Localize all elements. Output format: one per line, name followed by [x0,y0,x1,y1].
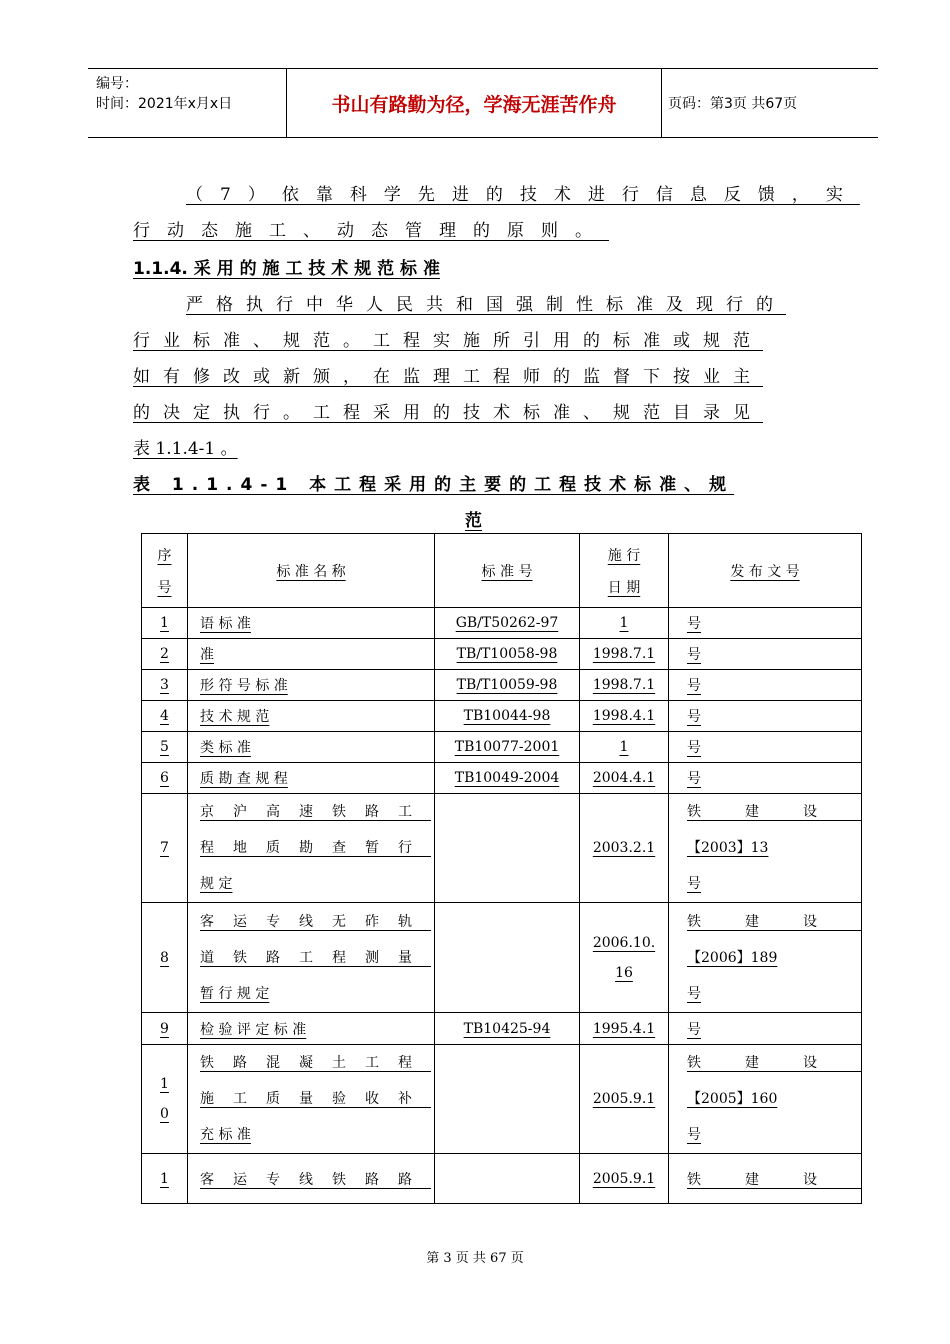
row-seq [142,1013,188,1045]
row-issuer-line: 号 [687,876,701,892]
row-code-text: TB10049-2004 [454,770,560,786]
row-code [435,1013,580,1045]
paragraph-line-1: 严格执行中华人民共和国强制性标准及现行的 [186,295,786,315]
para7-line1-text: （7）依靠科学先进的技术进行信息反馈，实 [186,185,860,205]
row-name-line: 暂 行 规 定 [200,985,270,1002]
row-issuer [669,608,862,639]
table-caption-line2: 范 [465,511,482,531]
row-seq [142,701,188,732]
page-header [88,68,878,138]
row-code [435,639,580,670]
time-label: 时间：2021年x月x日 [96,96,233,112]
row-issuer-text: 号 [687,1021,701,1038]
row-date [580,1045,669,1154]
row-date [580,639,669,670]
row-code [435,732,580,763]
row-date-line: 2006.10. [592,934,656,951]
row-seq-text: 9 [160,1020,169,1037]
row-code [435,903,580,1013]
row-seq [142,732,188,763]
row-name [188,763,435,794]
row-name [188,701,435,732]
row-name-text: 类 标 准 [200,740,251,756]
row-name-text: 准 [200,647,214,663]
row-code-text: TB10044-98 [463,708,551,724]
header-seq-top: 序 [157,547,172,564]
row-name-line: 充 标 准 [200,1127,251,1143]
row-seq [142,763,188,794]
row-date [580,701,669,732]
row-seq [142,608,188,639]
row-issuer-text: 号 [687,740,701,756]
row-name [188,1013,435,1045]
row-code [435,1154,580,1204]
row-seq-text: 2 [160,646,169,662]
row-issuer [669,732,862,763]
header-seq-bottom: 号 [157,579,172,596]
table-row [142,1154,862,1204]
row-date [580,903,669,1013]
row-issuer-line: 【2005】160 [687,1091,778,1107]
row-name [188,1154,435,1204]
header-issuer [669,534,862,608]
table-row [142,794,862,903]
para7-line2: 行动态施工、动态管理的原则。 [133,221,609,241]
header-seq [142,534,188,608]
row-code [435,608,580,639]
row-date-text: 2004.4.1 [592,770,656,786]
table-caption-line1: 表 1.1.4-1 本工程采用的主要的工程技术标准、规 [133,475,735,495]
table-row [142,639,862,670]
header-code-text: 标 准 号 [481,563,533,580]
row-code [435,670,580,701]
table-row [142,670,862,701]
row-seq-text: 1 [160,615,169,631]
row-name-line: 道铁路工程测量 [200,949,431,966]
row-date [580,794,669,903]
row-seq [142,670,188,701]
header-meta [88,69,287,137]
row-issuer-line: 铁建设 [687,913,861,930]
row-name-text: 检 验 评 定 标 准 [200,1021,307,1038]
row-issuer [669,903,862,1013]
header-name-text: 标 准 名 称 [276,563,346,580]
row-date [580,732,669,763]
row-seq [142,794,188,903]
row-date-text: 1998.4.1 [592,708,656,724]
row-issuer-line: 号 [687,1127,701,1143]
table-row [142,1013,862,1045]
row-date-text: 1 [619,739,629,755]
row-date [580,670,669,701]
row-issuer-text: 铁建设 [687,1171,861,1188]
row-code [435,1045,580,1154]
row-code [435,701,580,732]
row-name-line: 规 定 [200,876,233,892]
row-date [580,763,669,794]
row-name-line: 铁路混凝土工程 [200,1055,431,1071]
row-code [435,763,580,794]
header-issuer-text: 发 布 文 号 [730,563,800,580]
row-issuer-line: 铁建设 [687,804,861,820]
row-date-text: 2003.2.1 [592,840,656,856]
row-issuer-text: 号 [687,616,701,632]
row-date-text: 1 [619,615,629,631]
row-issuer [669,1045,862,1154]
header-date-bottom: 日 期 [607,579,641,596]
table-row [142,1045,862,1154]
paragraph-line-4: 的决定执行。工程采用的技术标准、规范目录见 [133,403,763,423]
page-footer: 第 3 页 共 67 页 [426,1251,524,1266]
row-name-line: 客运专线无砟轨 [200,913,431,930]
row-date-text: 1995.4.1 [592,1020,656,1037]
row-seq-text: 1 [160,1170,169,1187]
header-code [435,534,580,608]
table-row [142,732,862,763]
row-issuer-line: 号 [687,985,701,1002]
para7-line1 [186,180,860,205]
row-issuer [669,763,862,794]
row-name [188,1045,435,1154]
row-issuer [669,670,862,701]
row-issuer-text: 号 [687,678,701,694]
row-issuer [669,1013,862,1045]
row-name-line: 京沪高速铁路工 [200,804,431,820]
table-row [142,608,862,639]
paragraph-line-3: 如有修改或新颁，在监理工程师的监督下按业主 [133,367,763,387]
row-issuer [669,794,862,903]
row-seq-text: 7 [160,840,169,856]
row-code-text: TB/T10059-98 [456,677,558,693]
row-seq [142,639,188,670]
header-name [188,534,435,608]
row-name [188,794,435,903]
row-issuer-text: 号 [687,709,701,725]
standards-table [141,533,862,1204]
row-issuer-text: 号 [687,771,701,787]
table-row [142,763,862,794]
row-seq-text: 4 [160,708,169,724]
paragraph-line-5: 表 1.1.4-1 。 [133,439,238,459]
row-seq-text: 5 [160,739,169,755]
section-heading: 1.1.4. 采 用 的 施 工 技 术 规 范 标 准 [133,259,440,279]
header-date [580,534,669,608]
row-issuer [669,701,862,732]
slogan: 书山有路勤为径，学海无涯苦作舟 [287,69,662,137]
row-seq-text: 8 [160,949,169,966]
row-name [188,639,435,670]
row-date-text: 1998.7.1 [592,677,656,693]
row-code [435,794,580,903]
row-seq [142,903,188,1013]
row-seq-text: 3 [160,677,169,693]
row-seq [142,1154,188,1204]
code-label: 编号： [96,76,138,92]
row-issuer [669,639,862,670]
row-name [188,903,435,1013]
row-issuer-line: 【2006】189 [687,949,778,966]
row-name-text: 技 术 规 范 [200,709,270,725]
row-date [580,1013,669,1045]
row-seq-line: 1 [160,1076,169,1092]
paragraph-line-2: 行业标准、规范。工程实施所引用的标准或规范 [133,331,763,351]
row-seq-line: 0 [160,1106,169,1122]
row-seq-text: 6 [160,770,169,786]
row-issuer [669,1154,862,1204]
row-name-text: 质 勘 查 规 程 [200,771,288,787]
row-name-text: 形 符 号 标 准 [200,678,288,694]
row-name [188,670,435,701]
row-code-text: GB/T50262-97 [455,615,559,631]
row-issuer-line: 【2003】13 [687,840,769,856]
row-issuer-text: 号 [687,647,701,663]
row-name-text: 客运专线铁路路 [200,1171,431,1188]
row-name [188,732,435,763]
row-date-text: 1998.7.1 [592,646,656,662]
row-date-text: 2005.9.1 [592,1091,656,1107]
row-name [188,608,435,639]
row-date [580,1154,669,1204]
row-date [580,608,669,639]
row-code-text: TB/T10058-98 [456,646,558,662]
row-code-text: TB10425-94 [463,1020,551,1037]
page-info: 页码：第3页 共67页 [668,96,798,112]
row-name-line: 程地质勘查暂行 [200,840,431,856]
row-issuer-line: 铁建设 [687,1055,861,1071]
header-date-top: 施 行 [607,547,641,564]
row-name-text: 语 标 准 [200,616,251,632]
row-code-text: TB10077-2001 [454,739,560,755]
table-header-row [142,534,862,608]
table-row [142,903,862,1013]
row-seq [142,1045,188,1154]
table-row [142,701,862,732]
row-date-line: 16 [615,964,633,981]
row-name-line: 施工质量验收补 [200,1091,431,1107]
row-date-text: 2005.9.1 [592,1170,656,1187]
